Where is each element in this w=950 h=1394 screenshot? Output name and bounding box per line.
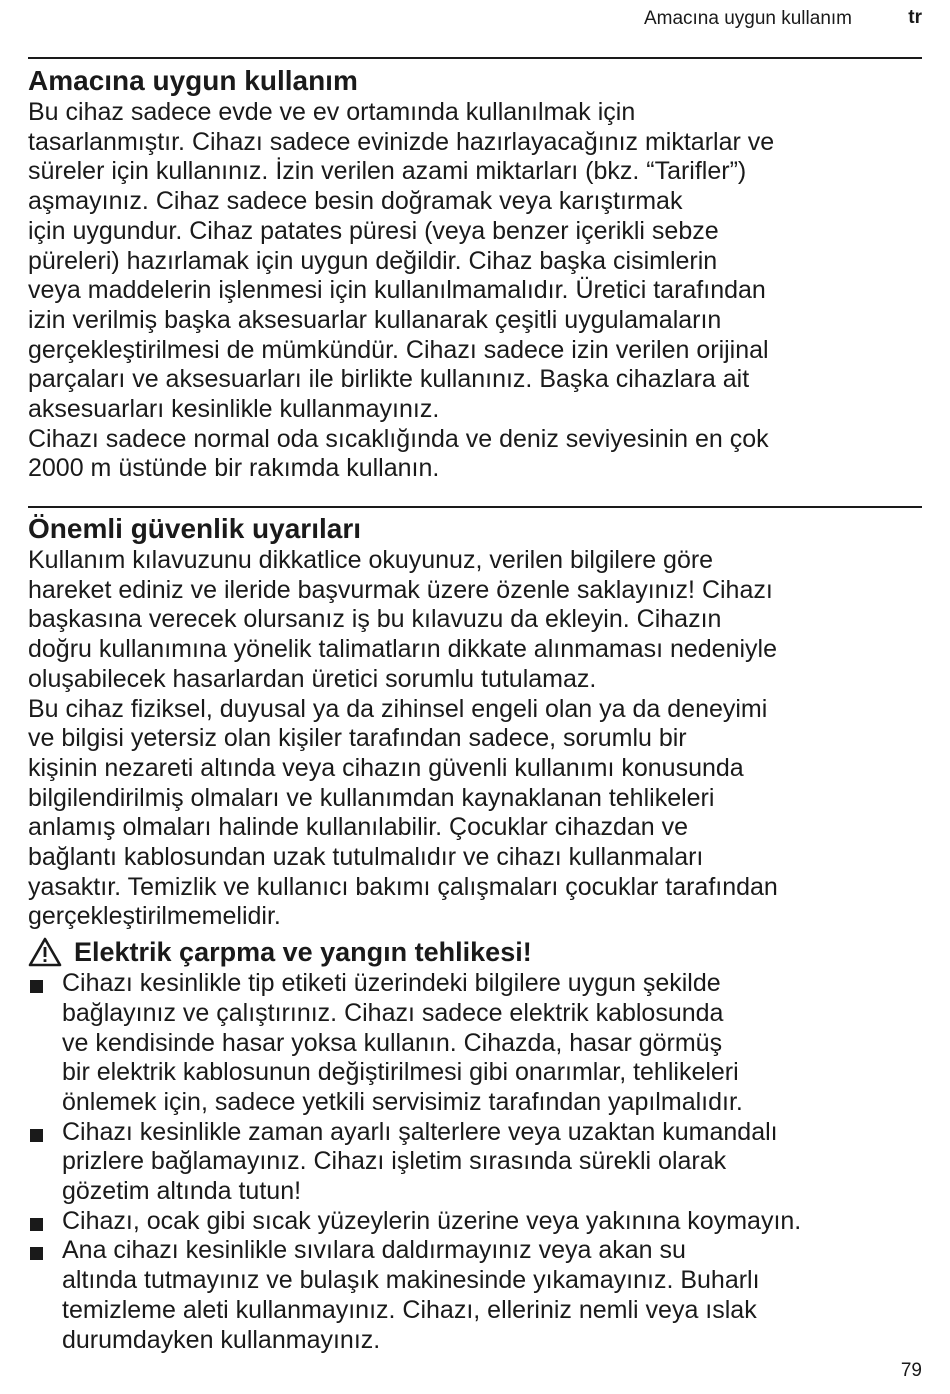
section-divider — [28, 506, 922, 508]
list-item — [28, 1207, 928, 1237]
list-item-text: Cihazı kesinlikle tip etiketi üzerindeki bilgilere uygun şekilde bağlayınız ve çalıştırınız. Cihazı sadece elektrik kablosunda ve kendisinde hasar yoksa kullanın. Cihazda, hasar görmüş bir elektrik kablosunun değiştirilmesi gibi onarımlar, tehlikeleri önlemek için, sadece yetkili servisimiz tarafından yapılmalıdır. — [62, 969, 743, 1116]
list-item-text: Ana cihazı kesinlikle sıvılara daldırmayınız veya akan su altında tutmayınız ve bulaşık makinesinde yıkamayınız. Buharlı temizleme aleti kullanmayınız. Cihazı, elleriniz nemli veya ıslak durumdayken kullanmayınız. — [62, 1236, 760, 1354]
section-heading: Önemli güvenlik uyarıları — [28, 513, 362, 544]
warning-triangle-icon — [28, 937, 62, 967]
safety-paragraph: Bu cihaz fiziksel, duyusal ya da zihinsel engeli olan ya da deneyimi ve bilgisi yetersiz olan kişiler tarafından sadece, sorumlu bir kişinin nezareti altında veya cihazın güvenli kullanımı konusunda bilgilendirilmiş olmaları ve kullanımdan kaynaklanan tehlikeleri anlamış olmaları halinde kullanılabilir. Çocuklar cihazdan ve bağlantı kablosundan uzak tutulmalıdır ve cihazı kullanmaları yasaktır. Temizlik ve kullanıcı bakımı çalışmaları çocuklar tarafından gerçekleştirilmemelidir. — [28, 694, 778, 931]
page-number: 79 — [900, 1360, 922, 1381]
section-safety — [28, 512, 928, 1355]
intended-use-paragraph: Bu cihaz sadece evde ve ev ortamında kullanılmak için tasarlanmıştır. Cihazı sadece evinizde hazırlayacağınız miktarlar ve süreler için kullanınız. İzin verilen azami miktarları (bkz. “Tarifler”) aşmayınız. Cihaz sadece besin doğramak veya karıştırmak için uygundur. Cihaz patates püresi (veya benzer içerikli sebze püreleri) hazırlamak için uygun değildir. Cihaz başka cisimlerin veya maddelerin işlenmesi için kullanılmamalıdır. Üretici tarafından izin verilmiş başka aksesuarlar kullanarak çeşitli uygulamaların gerçekleştirilmesi de mümkündür. Cihazı sadece izin verilen orijinal parçaları ve aksesuarları ile birlikte kullanınız. Başka cihazlara ait aksesuarları kesinlikle kullanmayınız. — [28, 98, 775, 424]
list-item — [28, 969, 928, 1118]
intended-use-paragraph: Cihazı sadece normal oda sıcaklığında ve deniz seviyesinin en çok 2000 m üstünde bir rakımda kullanın. — [28, 424, 769, 483]
bullet-icon — [30, 1218, 43, 1231]
language-code: tr — [908, 7, 922, 28]
section-heading: Amacına uygun kullanım — [28, 65, 358, 96]
warning-heading — [28, 935, 928, 969]
warning-title: Elektrik çarpma ve yangın tehlikesi! — [74, 936, 532, 967]
list-item — [28, 1236, 928, 1355]
section-divider — [28, 57, 922, 59]
list-item-text: Cihazı kesinlikle zaman ayarlı şalterlere veya uzaktan kumandalı prizlere bağlamayınız. Cihazı işletim sırasında sürekli olarak gözetim altında tutun! — [62, 1117, 778, 1206]
bullet-icon — [30, 1129, 43, 1142]
safety-bullet-list — [28, 969, 928, 1355]
list-item — [28, 1118, 928, 1207]
bullet-icon — [30, 1247, 43, 1260]
section-intended-use — [28, 64, 928, 484]
bullet-icon — [30, 980, 43, 993]
list-item-text: Cihazı, ocak gibi sıcak yüzeylerin üzerine veya yakınına koymayın. — [62, 1206, 802, 1235]
running-header-title: Amacına uygun kullanım — [643, 8, 852, 29]
safety-paragraph: Kullanım kılavuzunu dikkatlice okuyunuz, verilen bilgilere göre hareket ediniz ve ileride başvurmak üzere özenle saklayınız! Cihazı başkasına verecek olursanız iş bu kılavuzu da ekleyin. Cihazın doğru kullanımına yönelik talimatların dikkate alınmaması nedeniyle oluşabilecek hasarlardan üretici sorumlu tutulamaz. — [28, 546, 777, 693]
